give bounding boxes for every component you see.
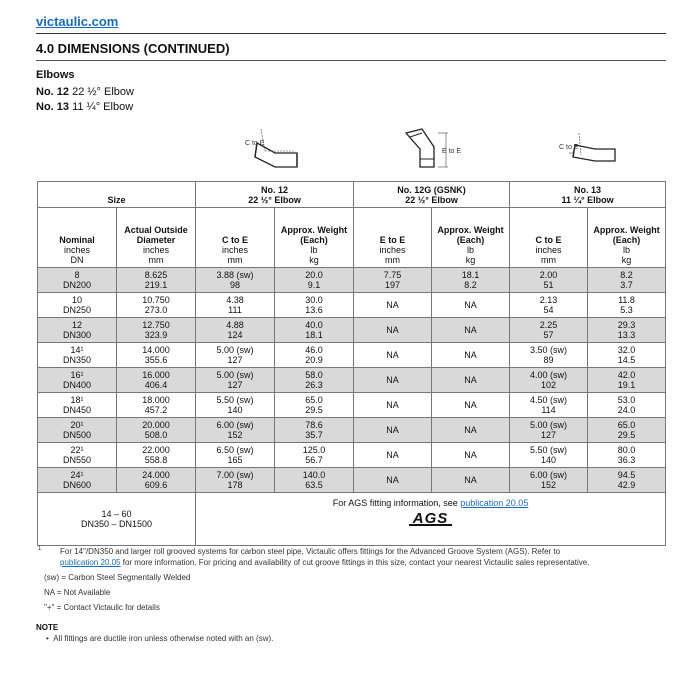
table-cell-nom <box>38 343 117 368</box>
legend-plus: "+" = Contact Victaulic for details <box>44 603 160 612</box>
cell-line: 355.6 <box>144 355 168 365</box>
cell-line: 111 <box>228 305 242 315</box>
table-cell-w12 <box>275 318 354 343</box>
cell-line: 63.5 <box>305 480 323 490</box>
cell-line: 127 <box>227 355 243 365</box>
cell-line: DN500 <box>62 430 91 440</box>
table-row <box>38 443 666 468</box>
cell-line: 3.50 (sw) <box>530 345 568 355</box>
table-cell-w12g <box>432 368 510 393</box>
footnote-text-cont: for more information. For pricing and availability of cut groove fittings in this size, contact your nearest Victaulic sales representative. <box>120 558 590 567</box>
cell-line: NA <box>386 400 399 410</box>
table-row <box>38 318 666 343</box>
table-cell-c12 <box>196 393 275 418</box>
unit-line: mm <box>385 255 401 265</box>
elbow-number: No. 12 <box>36 86 70 98</box>
cell-line: 20.000 <box>142 420 170 430</box>
cell-line: 26.3 <box>305 380 323 390</box>
cell-line: 5.00 (sw) <box>530 420 568 430</box>
cell-line: 65.0 <box>617 420 636 430</box>
table-cell-e12g <box>354 443 432 468</box>
column-header-title: Actual Outside Diameter <box>124 225 188 245</box>
cell-line: 19.1 <box>617 380 636 390</box>
ags-info-cell <box>196 493 666 546</box>
elbow-number: No. 13 <box>36 101 70 113</box>
table-cell-od <box>117 443 196 468</box>
table-cell-od <box>117 343 196 368</box>
cell-line: NA <box>386 350 399 360</box>
table-row <box>38 393 666 418</box>
cell-line: 152 <box>227 430 243 440</box>
cell-line: 7.00 (sw) <box>216 470 254 480</box>
cell-line: 29.5 <box>617 430 636 440</box>
cell-line: 24.0 <box>617 405 636 415</box>
cell-line: NA <box>464 300 477 310</box>
table-cell-w12 <box>275 443 354 468</box>
legend-na: NA = Not Available <box>44 588 111 597</box>
legend-sw: (sw) = Carbon Steel Segmentally Welded <box>44 573 191 582</box>
footnote-text: For 14"/DN350 and larger roll grooved systems for carbon steel pipe, Victaulic offers fittings for the Advanced Groove System (AGS). Refer to <box>60 547 561 556</box>
cell-line: 16¹ <box>70 370 84 380</box>
table-cell-w12 <box>275 368 354 393</box>
cell-line: 5.00 (sw) <box>216 370 254 380</box>
table-cell-w12 <box>275 393 354 418</box>
cell-line: 29.5 <box>305 405 323 415</box>
section-rule <box>36 60 666 61</box>
cell-line: 6.00 (sw) <box>216 420 254 430</box>
table-cell-c12 <box>196 318 275 343</box>
cell-line: 14.000 <box>142 345 170 355</box>
cell-line: 140.0 <box>302 470 326 480</box>
cell-line: NA <box>464 325 477 335</box>
cell-line: 114 <box>541 405 556 415</box>
table-row <box>38 368 666 393</box>
table-cell-c13 <box>510 318 588 343</box>
table-cell-w13 <box>588 293 666 318</box>
cell-line: 5.00 (sw) <box>216 345 254 355</box>
elbow-13-diagram <box>553 125 623 180</box>
unit-line: mm <box>227 255 243 265</box>
table-cell-w13 <box>588 318 666 343</box>
cell-line: 98 <box>230 280 241 290</box>
table-cell-w13 <box>588 468 666 493</box>
cell-line: 6.00 (sw) <box>530 470 568 480</box>
table-cell-c12 <box>196 368 275 393</box>
ags-text: For AGS fitting information, see <box>332 498 461 508</box>
table-cell-e12g <box>354 368 432 393</box>
cell-line: 6.50 (sw) <box>216 445 254 455</box>
table-cell-w12g <box>432 268 510 293</box>
group-header-row <box>38 182 666 208</box>
table-cell-w13 <box>588 443 666 468</box>
table-cell-nom <box>38 318 117 343</box>
table-cell-w12 <box>275 293 354 318</box>
table-cell-w13 <box>588 368 666 393</box>
footnote-publication-link[interactable]: publication 20.05 <box>60 558 121 567</box>
cell-line: 18.000 <box>142 395 170 405</box>
table-cell-od <box>117 468 196 493</box>
cell-line: 29.3 <box>617 320 636 330</box>
column-header-title: Nominal <box>59 235 95 245</box>
table-cell-od <box>117 368 196 393</box>
column-header <box>196 208 275 268</box>
cell-line: 22.000 <box>142 445 170 455</box>
ags-logo: AGS <box>409 514 453 526</box>
table-cell-w13 <box>588 393 666 418</box>
table-cell-w13 <box>588 268 666 293</box>
cell-line: 4.50 (sw) <box>530 395 568 405</box>
unit-line: inches <box>143 245 170 255</box>
no13-header <box>510 182 666 208</box>
cell-line: 3.7 <box>620 280 633 290</box>
unit-line: kg <box>465 255 476 265</box>
cell-line: 10 <box>71 295 82 305</box>
cell-line: 8.625 <box>144 270 168 280</box>
cell-line: 4.38 <box>226 295 244 305</box>
cell-line: 18¹ <box>70 395 84 405</box>
unit-line: mm <box>148 255 164 265</box>
site-link[interactable]: victaulic.com <box>36 14 119 29</box>
cell-line: 140 <box>541 455 557 465</box>
cell-line: 140 <box>227 405 243 415</box>
cell-line: 165 <box>227 455 243 465</box>
table-cell-c12 <box>196 468 275 493</box>
ags-size-cell <box>38 493 196 546</box>
note-text: All fittings are ductile iron unless otherwise noted with an (sw). <box>53 634 274 643</box>
cell-line: NA <box>464 400 477 410</box>
cell-line: 56.7 <box>305 455 323 465</box>
cell-line: NA <box>386 475 399 485</box>
diagram-label: C to E <box>245 140 265 147</box>
footnote-1 <box>38 546 654 568</box>
cell-line: 40.0 <box>305 320 323 330</box>
table-cell-w13 <box>588 418 666 443</box>
unit-line: inches <box>379 245 406 255</box>
top-rule <box>36 33 666 34</box>
ags-publication-link[interactable]: publication 20.05 <box>460 498 529 508</box>
table-row <box>38 268 666 293</box>
cell-line: 80.0 <box>617 445 636 455</box>
header-line: No. 13 <box>574 184 602 195</box>
header-line: 11 ¼° Elbow <box>561 194 614 205</box>
cell-line: 58.0 <box>305 370 323 380</box>
table-cell-nom <box>38 418 117 443</box>
unit-line: lb <box>310 245 318 255</box>
unit-line: inches <box>222 245 249 255</box>
cell-line: 18.1 <box>305 330 323 340</box>
table-cell-od <box>117 293 196 318</box>
cell-line: NA <box>464 375 477 385</box>
cell-line: 4.88 <box>226 320 244 330</box>
column-header-title: Approx. Weight (Each) <box>280 225 348 245</box>
cell-line: 8.2 <box>620 270 633 280</box>
cell-line: 11.8 <box>618 295 635 305</box>
column-header <box>117 208 196 268</box>
table-cell-c13 <box>510 443 588 468</box>
column-header <box>38 208 117 268</box>
cell-line: 65.0 <box>305 395 323 405</box>
cell-line: 457.2 <box>144 405 168 415</box>
table-cell-e12g <box>354 293 432 318</box>
column-header-title: C to E <box>222 235 249 245</box>
column-header <box>275 208 354 268</box>
table-cell-e12g <box>354 393 432 418</box>
unit-line: kg <box>621 255 632 265</box>
table-cell-e12g <box>354 343 432 368</box>
elbow-line-13 <box>36 101 133 113</box>
cell-line: 94.5 <box>617 470 636 480</box>
table-cell-w12g <box>432 293 510 318</box>
cell-line: NA <box>386 450 399 460</box>
cell-line: 5.3 <box>620 305 633 315</box>
table-cell-e12g <box>354 268 432 293</box>
table-cell-w12 <box>275 268 354 293</box>
table-cell-od <box>117 268 196 293</box>
cell-line: 8.2 <box>464 280 477 290</box>
no12-header <box>196 182 354 208</box>
cell-line: 12 <box>71 320 82 330</box>
column-header <box>354 208 432 268</box>
column-header-row <box>38 208 666 268</box>
cell-line: 54 <box>543 305 554 315</box>
size-header: Size <box>38 182 196 208</box>
table-cell-w12g <box>432 443 510 468</box>
cell-line: 3.88 (sw) <box>216 270 254 280</box>
table-cell-c13 <box>510 343 588 368</box>
header-line: No. 12 <box>261 184 289 195</box>
table-cell-c12 <box>196 268 275 293</box>
table-cell-c12 <box>196 293 275 318</box>
note-heading: NOTE <box>36 623 59 632</box>
table-body <box>38 268 666 493</box>
section-title: 4.0 DIMENSIONS (CONTINUED) <box>36 41 230 56</box>
cell-line: 4.00 (sw) <box>530 370 568 380</box>
table-cell-e12g <box>354 318 432 343</box>
cell-line: 5.50 (sw) <box>216 395 254 405</box>
table-cell-w12g <box>432 468 510 493</box>
column-header-title: Approx. Weight (Each) <box>593 225 660 245</box>
cell-line: 78.6 <box>305 420 323 430</box>
cell-line: 14.5 <box>617 355 636 365</box>
cell-line: 273.0 <box>144 305 168 315</box>
cell-line: 127 <box>541 430 557 440</box>
table-row <box>38 468 666 493</box>
ags-row <box>38 493 666 546</box>
cell-line: 20¹ <box>70 420 84 430</box>
cell-line: 13.3 <box>617 330 636 340</box>
cell-line: 5.50 (sw) <box>530 445 568 455</box>
unit-line: mm <box>541 255 557 265</box>
footnote-marker: 1 <box>38 546 42 552</box>
cell-line: DN200 <box>62 280 91 290</box>
table-cell-w12g <box>432 418 510 443</box>
cell-line: 51 <box>543 280 554 290</box>
cell-line: NA <box>386 425 399 435</box>
cell-line: 7.75 <box>383 270 402 280</box>
table-cell-c13 <box>510 468 588 493</box>
cell-line: DN350 <box>62 355 91 365</box>
column-header-title: Approx. Weight (Each) <box>437 225 504 245</box>
cell-line: 18.1 <box>461 270 480 280</box>
unit-line: kg <box>309 255 319 265</box>
elbow-desc: 11 ¼° Elbow <box>72 101 134 113</box>
unit-line: lb <box>623 245 631 255</box>
table-cell-e12g <box>354 468 432 493</box>
table-cell-nom <box>38 468 117 493</box>
table-cell-c13 <box>510 293 588 318</box>
table-cell-w12 <box>275 343 354 368</box>
cell-line: 124 <box>227 330 243 340</box>
cell-line: NA <box>386 375 399 385</box>
note-item: • All fittings are ductile iron unless otherwise noted with an (sw). <box>46 634 274 643</box>
cell-line: NA <box>464 425 477 435</box>
cell-line: 24.000 <box>142 470 170 480</box>
elbow-12-diagram <box>235 125 305 180</box>
cell-line: 2.25 <box>539 320 558 330</box>
table-cell-c13 <box>510 368 588 393</box>
ags-info-text <box>196 498 665 508</box>
cell-line: 20.9 <box>305 355 323 365</box>
column-header <box>510 208 588 268</box>
cell-line: NA <box>386 300 399 310</box>
cell-line: 508.0 <box>144 430 168 440</box>
cell-line: NA <box>386 325 399 335</box>
table-cell-c13 <box>510 418 588 443</box>
table-cell-w12 <box>275 418 354 443</box>
table-cell-od <box>117 418 196 443</box>
unit-line: inches <box>63 245 90 255</box>
ags-size-line: DN350 – DN1500 <box>80 519 153 529</box>
cell-line: DN300 <box>62 330 91 340</box>
cell-line: 53.0 <box>617 395 636 405</box>
cell-line: 219.1 <box>144 280 168 290</box>
cell-line: 2.13 <box>539 295 558 305</box>
subtitle: Elbows <box>36 69 75 81</box>
cell-line: DN250 <box>62 305 91 315</box>
table-row <box>38 418 666 443</box>
table-cell-nom <box>38 293 117 318</box>
cell-line: 9.1 <box>307 280 321 290</box>
table-cell-e12g <box>354 418 432 443</box>
table-cell-w12g <box>432 343 510 368</box>
cell-line: 2.00 <box>539 270 558 280</box>
cell-line: 36.3 <box>617 455 636 465</box>
table-cell-w12 <box>275 468 354 493</box>
cell-line: 152 <box>541 480 557 490</box>
cell-line: 30.0 <box>305 295 323 305</box>
elbow-line-12 <box>36 86 134 98</box>
cell-line: NA <box>464 450 477 460</box>
unit-line: inches <box>535 245 562 255</box>
elbow-12g-diagram <box>392 125 472 180</box>
cell-line: 13.6 <box>305 305 323 315</box>
cell-line: 46.0 <box>305 345 323 355</box>
table-cell-w13 <box>588 343 666 368</box>
cell-line: 35.7 <box>305 430 323 440</box>
table-cell-nom <box>38 368 117 393</box>
column-header-title: C to E <box>535 235 562 245</box>
cell-line: 89 <box>543 355 554 365</box>
table-cell-nom <box>38 268 117 293</box>
cell-line: DN400 <box>62 380 91 390</box>
header-line: 22 ½° Elbow <box>405 194 458 205</box>
cell-line: NA <box>464 475 477 485</box>
header-line: No. 12G (GSNK) <box>397 184 466 195</box>
cell-line: 10.750 <box>142 295 170 305</box>
cell-line: 14¹ <box>70 345 84 355</box>
cell-line: DN550 <box>62 455 91 465</box>
table-cell-od <box>117 318 196 343</box>
column-header-title: E to E <box>379 235 406 245</box>
cell-line: 127 <box>227 380 243 390</box>
cell-line: 12.750 <box>142 320 170 330</box>
cell-line: 57 <box>543 330 554 340</box>
cell-line: NA <box>464 350 477 360</box>
table-cell-w12g <box>432 393 510 418</box>
table-cell-c12 <box>196 418 275 443</box>
cell-line: 42.0 <box>617 370 636 380</box>
table-row <box>38 343 666 368</box>
unit-line: DN <box>70 255 84 265</box>
cell-line: DN600 <box>62 480 91 490</box>
cell-line: 22¹ <box>70 445 84 455</box>
cell-line: 323.9 <box>144 330 168 340</box>
table-cell-c13 <box>510 268 588 293</box>
column-header <box>432 208 510 268</box>
cell-line: 32.0 <box>617 345 636 355</box>
table-cell-c12 <box>196 343 275 368</box>
cell-line: 609.6 <box>144 480 168 490</box>
cell-line: 8 <box>74 270 80 280</box>
cell-line: 102 <box>541 380 557 390</box>
cell-line: 178 <box>227 480 243 490</box>
table-cell-nom <box>38 443 117 468</box>
diagram-label: E to E <box>442 148 462 155</box>
column-header <box>588 208 666 268</box>
table-cell-nom <box>38 393 117 418</box>
cell-line: 16.000 <box>142 370 170 380</box>
diagram-label: C to E <box>559 144 579 151</box>
table-cell-c13 <box>510 393 588 418</box>
cell-line: 406.4 <box>144 380 168 390</box>
header-line: 22 ½° Elbow <box>248 194 301 205</box>
dimensions-table <box>37 181 666 546</box>
cell-line: 42.9 <box>617 480 636 490</box>
cell-line: 20.0 <box>305 270 323 280</box>
cell-line: DN450 <box>62 405 91 415</box>
table-row <box>38 293 666 318</box>
no12g-header <box>354 182 510 208</box>
table-cell-od <box>117 393 196 418</box>
cell-line: 197 <box>385 280 401 290</box>
ags-size-line: 14 – 60 <box>101 509 132 519</box>
table-cell-c12 <box>196 443 275 468</box>
table-cell-w12g <box>432 318 510 343</box>
cell-line: 125.0 <box>302 445 326 455</box>
cell-line: 24¹ <box>70 470 84 480</box>
cell-line: 558.8 <box>144 455 168 465</box>
elbow-desc: 22 ½° Elbow <box>72 86 134 98</box>
unit-line: lb <box>467 245 475 255</box>
